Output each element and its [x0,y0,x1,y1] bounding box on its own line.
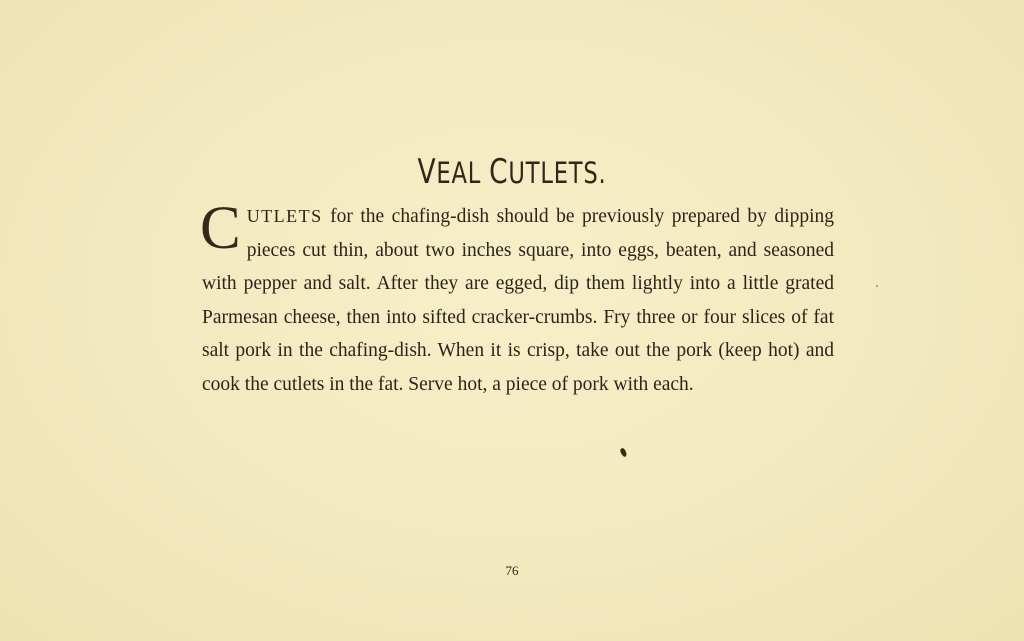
recipe-paragraph [200,195,834,402]
title-initial-v: V [417,152,437,192]
title-part-1: EAL [436,156,490,190]
paragraph-text: for the chafing-dish should be previously prepared by dipping pieces cut thin, about two inches square, into eggs, beaten, and seasoned with pepper and salt. After they are egged, dip them lightly into a little grated Parmesan cheese, then into sifted cracker-crumbs. Fry three or four slices of fat salt pork in the chafing-dish. When it is crisp, take out the pork (keep hot) and cook the cutlets in the fat. Serve hot, a piece of pork with each. [202,206,834,395]
recipe-title [113,152,912,192]
title-initial-c: C [489,152,509,192]
page-number: 76 [505,563,519,578]
paper-speck [876,285,878,287]
ink-speck [619,447,627,457]
title-part-2: UTLETS. [508,156,607,190]
drop-cap: C [200,195,241,262]
lead-small-caps: UTLETS [246,206,323,226]
